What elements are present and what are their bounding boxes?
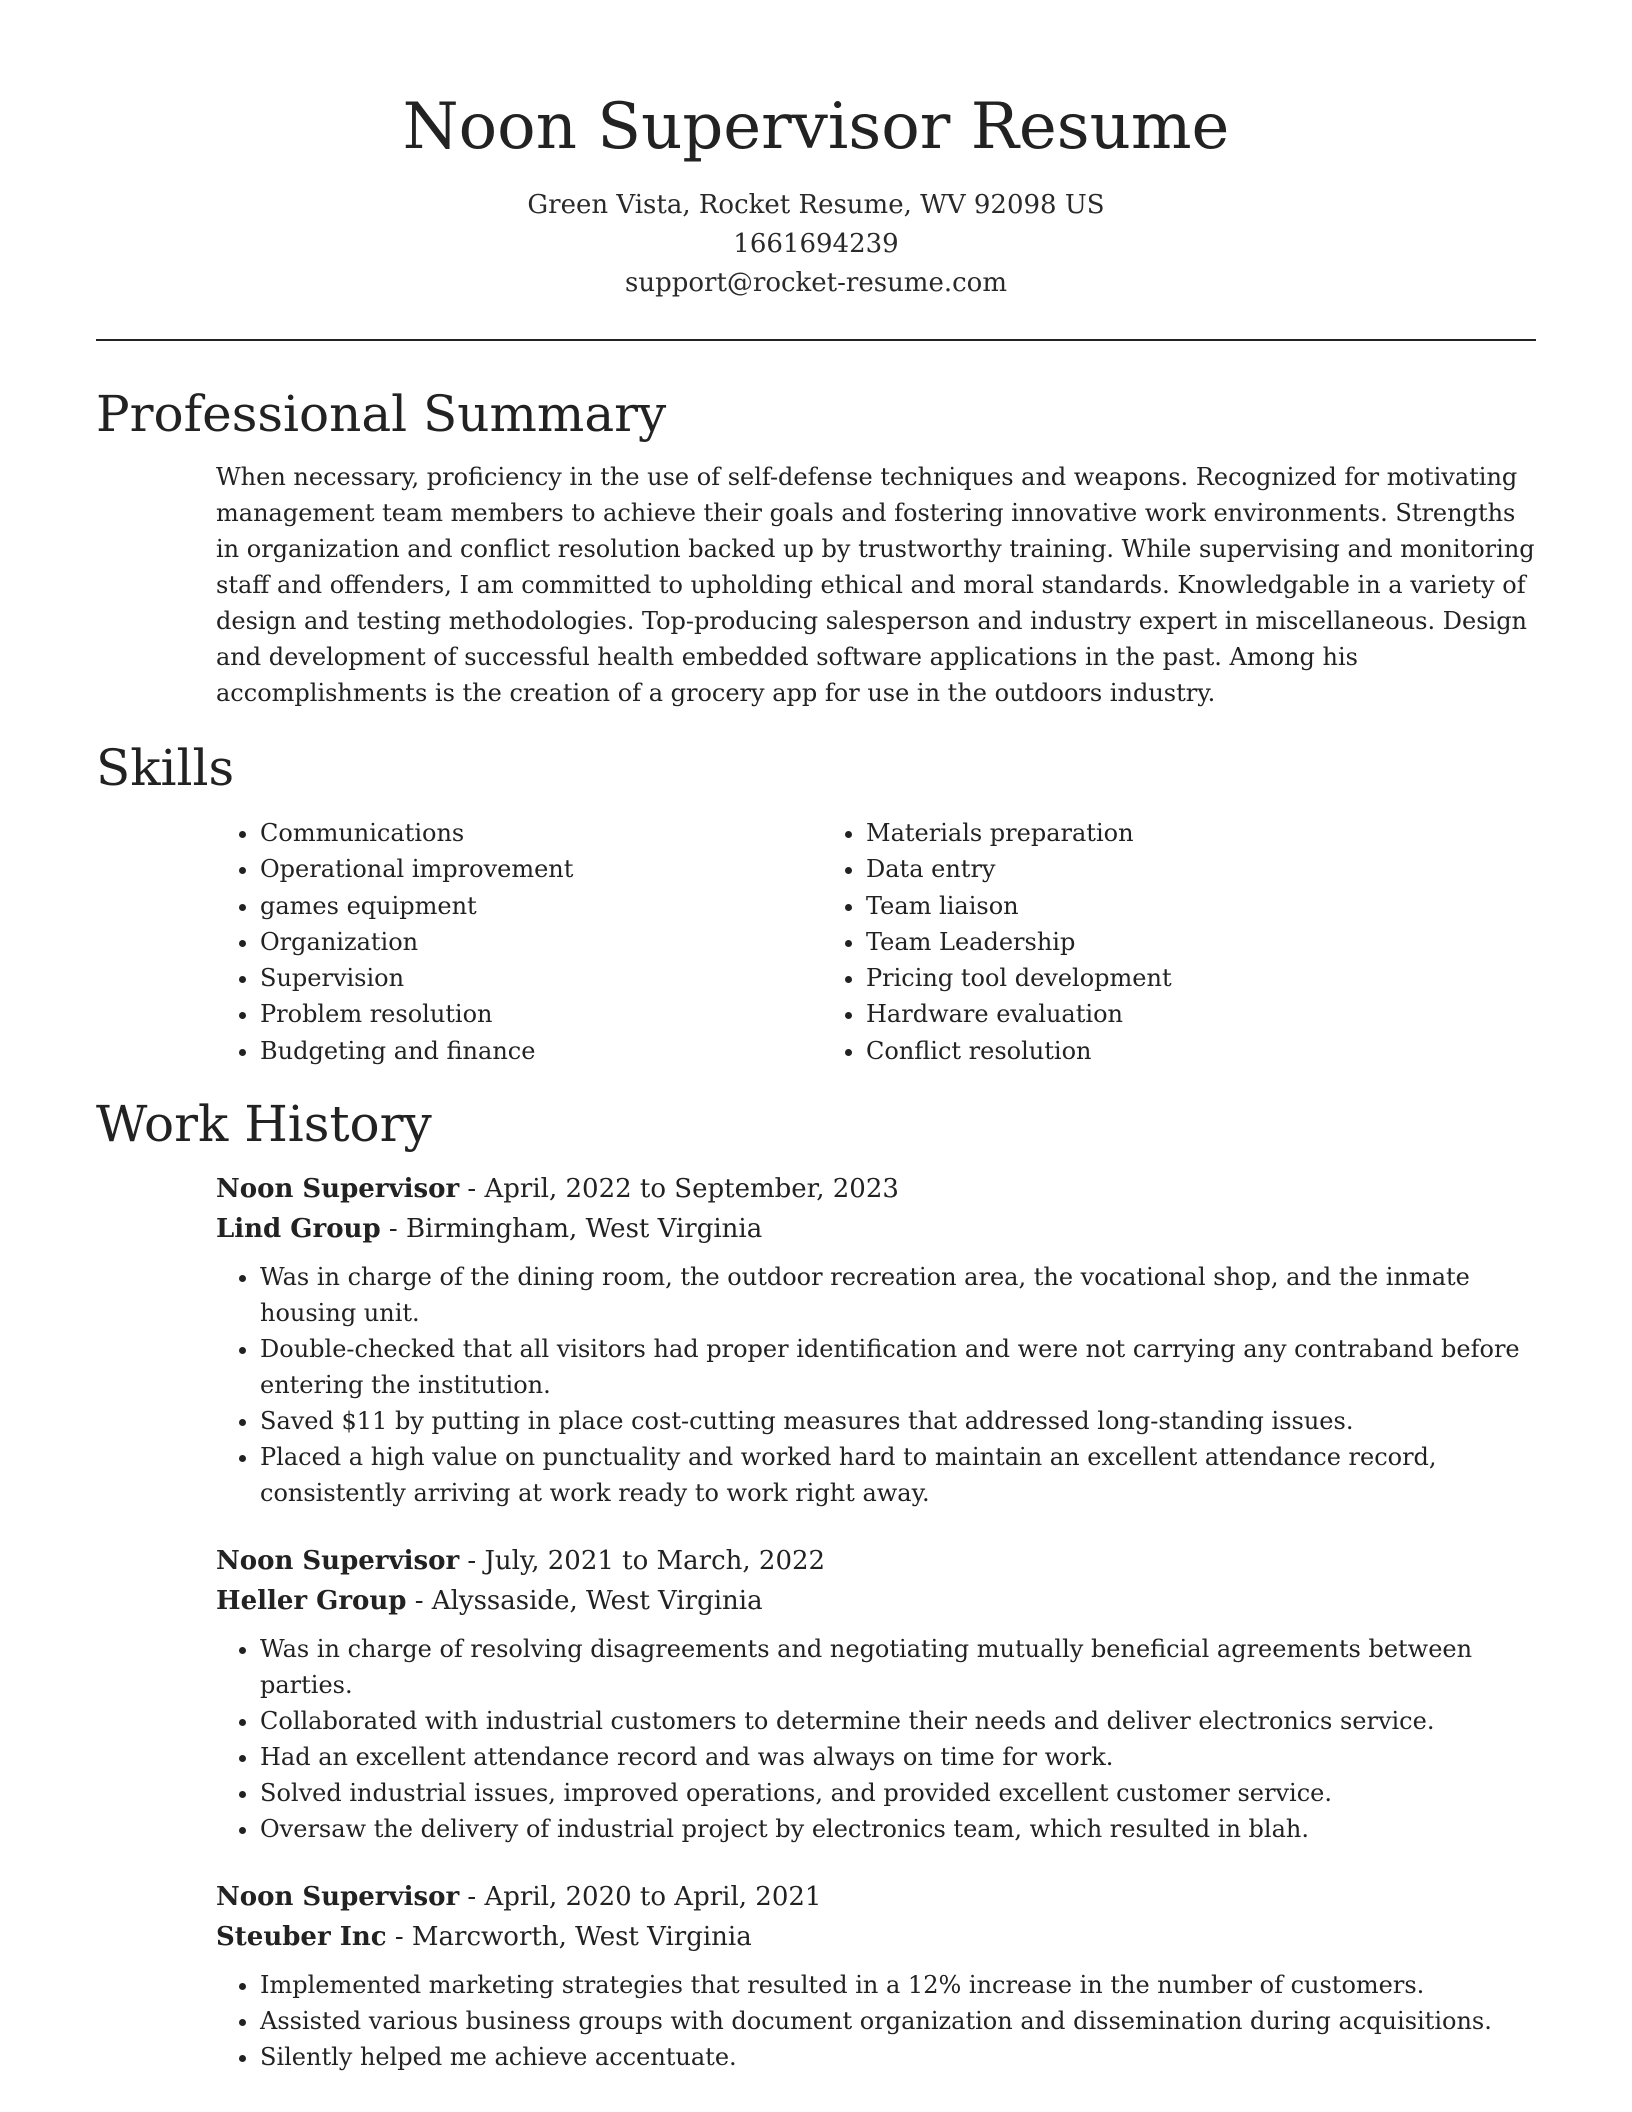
skill-item: • Operational improvement: [260, 851, 822, 887]
skill-item: • Pricing tool development: [866, 960, 1428, 996]
skill-item: • Data entry: [866, 851, 1428, 887]
job-role-line: [216, 1541, 1536, 1581]
job-entry: [216, 1169, 1536, 1511]
skill-item: • Team liaison: [866, 888, 1428, 924]
job-bullets: [216, 1967, 1536, 2075]
job-role: Noon Supervisor: [216, 1174, 460, 1205]
resume-header: [96, 0, 1536, 303]
section-professional-summary: [96, 379, 1536, 711]
job-dates: - April, 2020 to April, 2021: [459, 1882, 822, 1913]
skill-item: • Communications: [260, 815, 822, 851]
skill-item: • Team Leadership: [866, 924, 1428, 960]
skill-item: • Hardware evaluation: [866, 996, 1428, 1032]
job-bullet: • Solved industrial issues, improved operations, and provided excellent customer service.: [260, 1775, 1536, 1811]
skill-item: • Supervision: [260, 960, 822, 996]
job-role: Noon Supervisor: [216, 1546, 460, 1577]
section-title-work: Work History: [96, 1095, 432, 1154]
skill-item: • Problem resolution: [260, 996, 822, 1032]
job-company-line: [216, 1581, 1536, 1621]
skills-list-right: [822, 815, 1428, 1069]
header-divider: [96, 339, 1536, 341]
job-bullet: • Saved $11 by putting in place cost-cutting measures that addressed long-standing issues.: [260, 1403, 1536, 1439]
job-bullet: • Double-checked that all visitors had proper identification and were not carrying any contraband before entering the institution.: [260, 1331, 1536, 1403]
section-title-skills: Skills: [96, 739, 235, 797]
job-company-line: [216, 1917, 1536, 1957]
job-entry: [216, 1877, 1536, 2075]
job-bullet: • Had an excellent attendance record and was always on time for work.: [260, 1739, 1536, 1775]
job-bullet: • Was in charge of resolving disagreements and negotiating mutually beneficial agreements between parties.: [260, 1631, 1536, 1703]
contact-block: [96, 186, 1536, 303]
job-location: - Marcworth, West Virginia: [386, 1922, 752, 1953]
job-bullet: • Placed a high value on punctuality and worked hard to maintain an excellent attendance record, consistently arriving at work ready to work right away.: [260, 1439, 1536, 1511]
summary-text: When necessary, proficiency in the use of self-defense techniques and weapons. Recognized for motivating management team members to achieve their goals and fostering innovative work environments. Strengths in organization and conflict resolution backed up by trustworthy training. While supervising and monitoring staff and offenders, I am committed to upholding ethical and moral standards. Knowledgable in a variety of design and testing methodologies. Top-producing salesperson and industry expert in miscellaneous. Design and development of successful health embedded software applications in the past. Among his accomplishments is the creation of a grocery app for use in the outdoors industry.: [216, 463, 1535, 707]
section-work-history: [96, 1089, 1536, 2075]
job-bullet: • Was in charge of the dining room, the outdoor recreation area, the vocational shop, and the inmate housing unit.: [260, 1259, 1536, 1331]
contact-phone: 1661694239: [733, 229, 899, 259]
job-dates: - April, 2022 to September, 2023: [459, 1174, 899, 1205]
job-company: Lind Group: [216, 1214, 381, 1245]
skill-item: • Budgeting and finance: [260, 1033, 822, 1069]
job-company: Heller Group: [216, 1586, 407, 1617]
job-role: Noon Supervisor: [216, 1882, 460, 1913]
job-bullet: • Assisted various business groups with document organization and dissemination during acquisitions.: [260, 2003, 1536, 2039]
job-bullet: • Implemented marketing strategies that resulted in a 12% increase in the number of customers.: [260, 1967, 1536, 2003]
skill-item: • Conflict resolution: [866, 1033, 1428, 1069]
job-location: - Birmingham, West Virginia: [380, 1214, 763, 1245]
job-bullet: • Oversaw the delivery of industrial project by electronics team, which resulted in blah.: [260, 1811, 1536, 1847]
job-dates: - July, 2021 to March, 2022: [459, 1546, 826, 1577]
job-role-line: [216, 1169, 1536, 1209]
section-title-summary: Professional Summary: [96, 385, 667, 443]
section-skills: [96, 733, 1536, 1069]
skill-item: • Materials preparation: [866, 815, 1428, 851]
skills-columns: [216, 815, 1536, 1069]
job-company: Steuber Inc: [216, 1922, 387, 1953]
skill-item: • Organization: [260, 924, 822, 960]
contact-address: Green Vista, Rocket Resume, WV 92098 US: [527, 190, 1105, 220]
job-bullets: [216, 1631, 1536, 1847]
job-company-line: [216, 1209, 1536, 1249]
resume-title: Noon Supervisor Resume: [402, 90, 1230, 164]
job-entry: [216, 1541, 1536, 1847]
job-role-line: [216, 1877, 1536, 1917]
job-bullet: • Collaborated with industrial customers to determine their needs and deliver electronics service.: [260, 1703, 1536, 1739]
skill-item: • games equipment: [260, 888, 822, 924]
job-location: - Alyssaside, West Virginia: [406, 1586, 763, 1617]
job-bullets: [216, 1259, 1536, 1511]
job-bullet: • Silently helped me achieve accentuate.: [260, 2039, 1536, 2075]
contact-email: support@rocket-resume.com: [624, 268, 1007, 298]
skills-list-left: [216, 815, 822, 1069]
